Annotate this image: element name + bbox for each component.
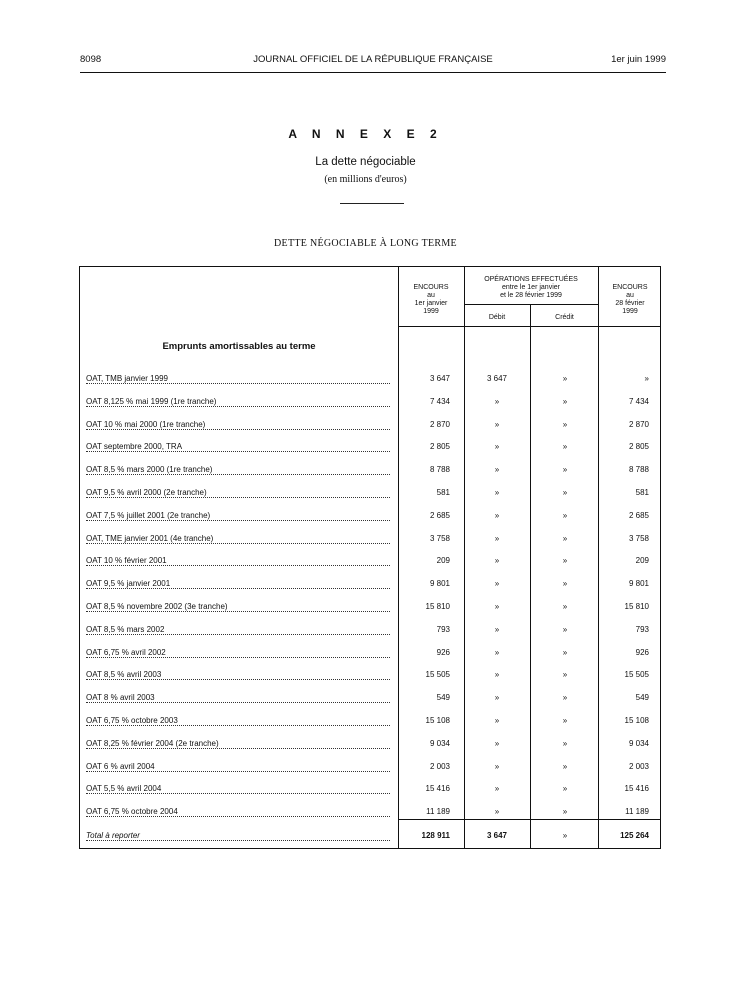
credit-cell: » bbox=[562, 419, 568, 429]
encours-end-cell: 926 bbox=[635, 647, 649, 657]
encours-cell: 549 bbox=[436, 693, 450, 703]
encours-cell: 11 189 bbox=[426, 807, 450, 817]
debit-cell: » bbox=[494, 488, 500, 497]
encours-cell: 3 647 bbox=[429, 374, 450, 383]
title-divider bbox=[340, 203, 404, 204]
leader-dots bbox=[86, 406, 390, 407]
journal-title: JOURNAL OFFICIEL DE LA RÉPUBLIQUE FRANÇAISE bbox=[253, 54, 493, 65]
table-row bbox=[80, 556, 660, 570]
row-label: OAT 8,5 % mars 2000 (1re tranche) bbox=[86, 465, 213, 475]
row-label: OAT 7,5 % juillet 2001 (2e tranche) bbox=[86, 510, 211, 520]
credit-cell: » bbox=[562, 442, 568, 452]
debit-cell: » bbox=[494, 693, 500, 703]
credit-cell: » bbox=[562, 670, 568, 680]
table-row bbox=[80, 716, 660, 730]
encours-cell: 581 bbox=[436, 488, 450, 497]
leader-dots bbox=[86, 725, 390, 726]
encours-end-cell: 9 801 bbox=[628, 579, 649, 589]
encours-end-cell: 11 189 bbox=[625, 807, 649, 817]
table-row bbox=[80, 648, 660, 662]
encours-end-cell: » bbox=[644, 374, 649, 383]
total-debit: 3 647 bbox=[486, 831, 508, 840]
debit-cell: » bbox=[494, 602, 500, 611]
leader-dots bbox=[86, 634, 390, 635]
encours-end-cell: 209 bbox=[635, 556, 649, 566]
total-credit: » bbox=[562, 831, 568, 840]
credit-cell: » bbox=[562, 488, 568, 497]
leader-dots bbox=[86, 520, 390, 521]
leader-dots bbox=[86, 588, 390, 589]
table-row bbox=[80, 693, 660, 707]
col-debit-header: Débit bbox=[488, 314, 506, 321]
encours-end-cell: 7 434 bbox=[628, 396, 649, 406]
row-label: OAT 8 % avril 2003 bbox=[86, 693, 155, 703]
leader-dots bbox=[86, 840, 390, 841]
total-label: Total à reporter bbox=[86, 831, 140, 840]
encours-cell: 926 bbox=[436, 647, 450, 657]
row-label: OAT 6 % avril 2004 bbox=[86, 761, 155, 771]
row-label: OAT 10 % mai 2000 (1re tranche) bbox=[86, 419, 206, 429]
leader-dots bbox=[86, 657, 390, 658]
row-label: OAT 6,75 % avril 2002 bbox=[86, 647, 166, 657]
encours-cell: 209 bbox=[436, 556, 450, 566]
row-label: OAT 6,75 % octobre 2003 bbox=[86, 716, 178, 725]
encours-cell: 15 810 bbox=[425, 602, 450, 611]
row-label: OAT 8,5 % mars 2002 bbox=[86, 624, 165, 634]
document-subtitle: La dette négociable bbox=[315, 156, 416, 168]
header-divider bbox=[398, 326, 660, 327]
leader-dots bbox=[86, 451, 390, 452]
table-row bbox=[80, 625, 660, 639]
credit-cell: » bbox=[562, 465, 568, 475]
encours-cell: 15 416 bbox=[425, 784, 450, 794]
row-label: OAT, TMB janvier 1999 bbox=[86, 374, 168, 383]
credit-cell: » bbox=[562, 716, 568, 725]
subheader-divider bbox=[464, 304, 598, 305]
section-title: DETTE NÉGOCIABLE À LONG TERME bbox=[274, 238, 457, 249]
encours-cell: 15 505 bbox=[425, 670, 450, 680]
table-row bbox=[80, 602, 660, 616]
leader-dots bbox=[86, 702, 390, 703]
row-label: OAT 5,5 % avril 2004 bbox=[86, 784, 162, 794]
table-row bbox=[80, 374, 660, 388]
leader-dots bbox=[86, 816, 390, 817]
debit-cell: » bbox=[494, 670, 500, 680]
encours-end-cell: 2 685 bbox=[628, 510, 649, 520]
annex-title: A N N E X E 2 bbox=[288, 127, 443, 141]
leader-dots bbox=[86, 748, 390, 749]
encours-cell: 2 805 bbox=[429, 442, 450, 452]
leader-dots bbox=[86, 679, 390, 680]
credit-cell: » bbox=[562, 738, 568, 748]
encours-cell: 9 801 bbox=[429, 579, 450, 589]
leader-dots bbox=[86, 793, 390, 794]
encours-cell: 7 434 bbox=[429, 396, 450, 406]
encours-cell: 8 788 bbox=[429, 465, 450, 475]
debit-cell: » bbox=[494, 442, 500, 452]
credit-cell: » bbox=[562, 761, 568, 771]
credit-cell: » bbox=[562, 693, 568, 703]
total-row bbox=[80, 831, 660, 845]
credit-cell: » bbox=[562, 647, 568, 657]
col-encours-start-header: ENCOURS au 1er janvier 1999 bbox=[413, 284, 449, 315]
table-row bbox=[80, 534, 660, 548]
encours-end-cell: 15 505 bbox=[624, 670, 649, 680]
table-row bbox=[80, 807, 660, 821]
leader-dots bbox=[86, 497, 390, 498]
credit-cell: » bbox=[562, 784, 568, 794]
table-row bbox=[80, 739, 660, 753]
encours-end-cell: 549 bbox=[635, 693, 649, 703]
credit-cell: » bbox=[562, 510, 568, 520]
table-row bbox=[80, 465, 660, 479]
encours-end-cell: 3 758 bbox=[628, 533, 649, 543]
row-label: OAT 8,5 % avril 2003 bbox=[86, 670, 162, 680]
row-label: OAT 10 % février 2001 bbox=[86, 556, 167, 566]
encours-end-cell: 9 034 bbox=[628, 738, 649, 748]
encours-cell: 2 685 bbox=[429, 510, 450, 520]
debit-cell: » bbox=[494, 510, 500, 520]
debit-cell: » bbox=[494, 465, 500, 475]
encours-cell: 2 870 bbox=[429, 419, 450, 429]
debit-cell: » bbox=[494, 556, 500, 566]
leader-dots bbox=[86, 474, 390, 475]
total-encours: 128 911 bbox=[421, 831, 450, 840]
encours-end-cell: 2 003 bbox=[628, 761, 649, 771]
table-row bbox=[80, 784, 660, 798]
credit-cell: » bbox=[562, 396, 568, 406]
leader-dots bbox=[86, 565, 390, 566]
encours-cell: 793 bbox=[436, 624, 450, 634]
header-divider bbox=[80, 72, 666, 73]
debit-cell: » bbox=[494, 624, 500, 634]
debt-table bbox=[79, 266, 661, 849]
table-row bbox=[80, 579, 660, 593]
group-label: Emprunts amortissables au terme bbox=[162, 341, 316, 352]
encours-end-cell: 793 bbox=[635, 624, 649, 634]
table-row bbox=[80, 488, 660, 502]
credit-cell: » bbox=[562, 624, 568, 634]
credit-cell: » bbox=[562, 602, 568, 611]
debit-cell: » bbox=[494, 807, 500, 817]
debit-cell: » bbox=[494, 716, 500, 725]
leader-dots bbox=[86, 611, 390, 612]
credit-cell: » bbox=[562, 579, 568, 589]
debit-cell: » bbox=[494, 761, 500, 771]
encours-end-cell: 581 bbox=[635, 488, 649, 497]
table-row bbox=[80, 511, 660, 525]
publication-date: 1er juin 1999 bbox=[611, 54, 666, 65]
encours-end-cell: 2 805 bbox=[628, 442, 649, 452]
leader-dots bbox=[86, 543, 390, 544]
row-label: OAT septembre 2000, TRA bbox=[86, 442, 183, 452]
encours-end-cell: 15 108 bbox=[624, 716, 649, 725]
encours-end-cell: 2 870 bbox=[628, 419, 649, 429]
col-credit-header: Crédit bbox=[555, 314, 574, 321]
credit-cell: » bbox=[562, 556, 568, 566]
leader-dots bbox=[86, 771, 390, 772]
table-row bbox=[80, 670, 660, 684]
debit-cell: » bbox=[494, 784, 500, 794]
leader-dots bbox=[86, 429, 390, 430]
row-label: OAT 9,5 % avril 2000 (2e tranche) bbox=[86, 488, 207, 497]
credit-cell: » bbox=[562, 533, 568, 543]
table-row bbox=[80, 420, 660, 434]
row-label: OAT 8,25 % février 2004 (2e tranche) bbox=[86, 738, 219, 748]
debit-cell: » bbox=[494, 396, 500, 406]
col-encours-end-header: ENCOURS au 28 février 1999 bbox=[612, 284, 648, 315]
table-row bbox=[80, 442, 660, 456]
debit-cell: » bbox=[494, 533, 500, 543]
row-label: OAT, TME janvier 2001 (4e tranche) bbox=[86, 533, 214, 543]
encours-cell: 3 758 bbox=[429, 533, 450, 543]
credit-cell: » bbox=[562, 807, 568, 817]
debit-cell: 3 647 bbox=[486, 374, 508, 383]
credit-cell: » bbox=[562, 374, 568, 383]
page-number: 8098 bbox=[80, 54, 102, 65]
page-header bbox=[80, 54, 666, 74]
encours-end-cell: 15 416 bbox=[624, 784, 649, 794]
col-operations-header: OPÉRATIONS EFFECTUÉES entre le 1er janvier et le 28 février 1999 bbox=[484, 276, 578, 299]
row-label: OAT 8,5 % novembre 2002 (3e tranche) bbox=[86, 602, 228, 611]
row-label: OAT 9,5 % janvier 2001 bbox=[86, 579, 171, 589]
debit-cell: » bbox=[494, 579, 500, 589]
unit-note: (en millions d'euros) bbox=[324, 174, 407, 185]
debit-cell: » bbox=[494, 419, 500, 429]
encours-end-cell: 8 788 bbox=[628, 465, 649, 475]
encours-cell: 15 108 bbox=[425, 716, 450, 725]
encours-cell: 9 034 bbox=[429, 738, 450, 748]
table-row bbox=[80, 762, 660, 776]
leader-dots bbox=[86, 383, 390, 384]
encours-end-cell: 15 810 bbox=[624, 602, 649, 611]
encours-cell: 2 003 bbox=[429, 761, 450, 771]
table-row bbox=[80, 397, 660, 411]
row-label: OAT 6,75 % octobre 2004 bbox=[86, 807, 178, 817]
debit-cell: » bbox=[494, 647, 500, 657]
debit-cell: » bbox=[494, 738, 500, 748]
total-encours-end: 125 264 bbox=[620, 831, 649, 840]
row-label: OAT 8,125 % mai 1999 (1re tranche) bbox=[86, 396, 217, 406]
